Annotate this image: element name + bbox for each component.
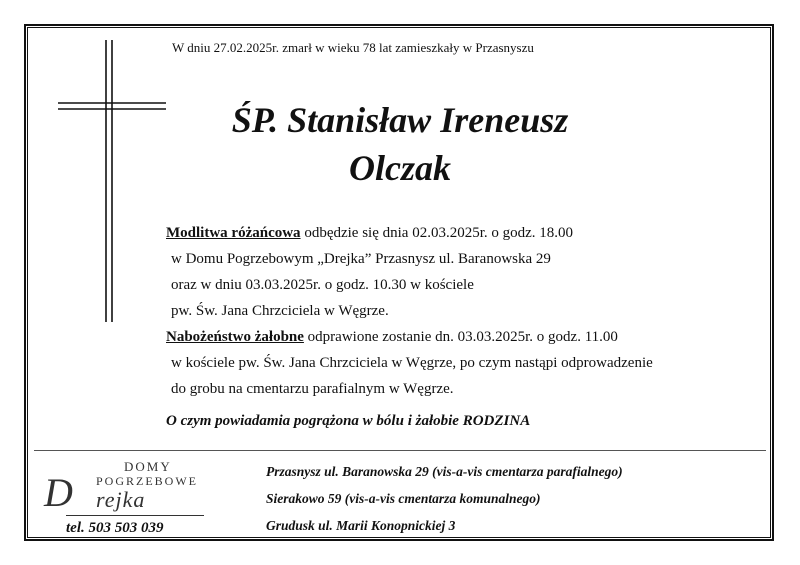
rosary-line-1-text: odbędzie się dnia 02.03.2025r. o godz. 18.00 (300, 225, 574, 241)
rosary-line-4: pw. Św. Jana Chrzciciela w Węgrze. (171, 303, 389, 319)
rosary-line-3: oraz w dniu 03.03.2025r. o godz. 10.30 w kościele (171, 277, 474, 293)
address-item: Grudusk ul. Marii Konopnickiej 3 (266, 518, 456, 533)
logo-name: rejka (96, 487, 146, 512)
rosary-line-2: w Domu Pogrzebowym „Drejka” Przasnysz ul. Baranowska 29 (171, 251, 551, 267)
funeral-line-3: do grobu na cmentarzu parafialnym w Węgrze. (171, 381, 454, 397)
name-line-1: ŚP. Stanisław Ireneusz (231, 100, 569, 140)
death-announcement-line: W dniu 27.02.2025r. zmarł w wieku 78 lat zamieszkały w Przasnyszu (172, 40, 534, 55)
cross-icon (56, 40, 168, 322)
family-closing-line: O czym powiadamia pogrążona w bólu i żałobie RODZINA (166, 413, 531, 429)
logo-underline (66, 515, 204, 516)
funeral-line-1 (166, 324, 653, 350)
logo-line-1: DOMY (124, 459, 172, 474)
ceremony-details (166, 220, 653, 402)
deceased-name (170, 96, 630, 192)
address-list (266, 458, 623, 539)
rosary-heading: Modlitwa różańcowa (166, 225, 301, 241)
logo-initial: D (44, 470, 73, 515)
name-line-2: Olczak (349, 148, 451, 188)
logo-line-2: POGRZEBOWE (96, 474, 198, 488)
funeral-home-logo (38, 459, 210, 527)
phone-number: tel. 503 503 039 (66, 520, 164, 536)
funeral-line-2: w kościele pw. Św. Jana Chrzciciela w Węgrze, po czym nastąpi odprowadzenie (171, 355, 653, 371)
funeral-heading: Nabożeństwo żałobne (166, 329, 304, 345)
address-item: Przasnysz ul. Baranowska 29 (vis-a-vis cmentarza parafialnego) (266, 464, 623, 479)
footer-divider (34, 450, 766, 451)
funeral-line-1-text: odprawione zostanie dn. 03.03.2025r. o godz. 11.00 (303, 329, 618, 345)
address-item: Sierakowo 59 (vis-a-vis cmentarza komunalnego) (266, 491, 541, 506)
rosary-line-1 (166, 220, 653, 246)
